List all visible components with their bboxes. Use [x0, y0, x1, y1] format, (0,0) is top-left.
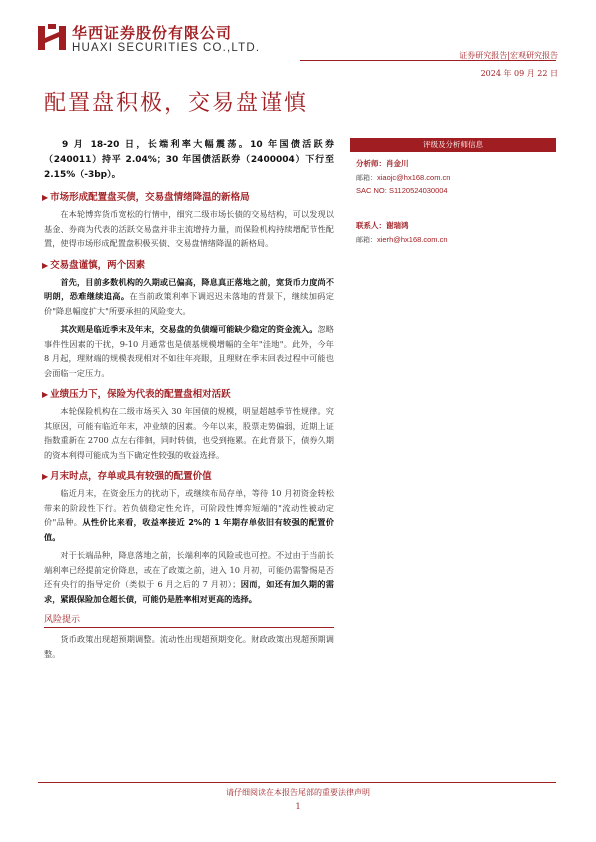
main-column [44, 138, 334, 665]
contact-email: 邮箱：xierh@hx168.com.cn [356, 235, 448, 244]
triangle-bullet-icon: ▶ [42, 472, 49, 481]
company-name-en: HUAXI SECURITIES CO.,LTD. [72, 42, 261, 54]
analyst-email: 邮箱：xiaojc@hx168.com.cn [356, 173, 451, 182]
company-name-cn: 华西证券股份有限公司 [72, 24, 233, 42]
body-paragraph: 对于长端品种，降息落地之前，长端利率的风险或也可控。不过由于当前长端利率已经提前定价降息，或在了政策之前，进入 10 月初，可能仍需警惕是否还有央行的指导定价（类似于 6 月之后的 7 月初）；因而，如还有加久期的需求，紧跟保险加仓超长债，可能仍是胜率相对更高的选择。 [44, 550, 334, 604]
triangle-bullet-icon: ▶ [42, 260, 49, 270]
section-heading-2: ▶ 交易盘谨慎，两个因素 [42, 259, 146, 271]
risk-title: 风险提示 [44, 615, 81, 625]
body-paragraph: 在本轮博弈货币宽松的行情中，细究二级市场长债的交易结构，可以发现以基金、券商为代表的活跃交易盘并非主流增持力量，而保险机构持续增配节性配置，使得市场形成配置盘积极买债、交易盘情绪降温的新格局。 [44, 209, 334, 248]
report-type: 证券研究报告|宏观研究报告 [459, 51, 558, 60]
section-heading-3: ▶ 业绩压力下，保险为代表的配置盘相对活跃 [42, 389, 231, 400]
triangle-bullet-icon: ▶ [42, 390, 49, 399]
analyst-sac: SAC NO: S1120524030004 [356, 186, 448, 195]
sidebar-heading: 评级及分析师信息 [350, 138, 556, 152]
summary-paragraph: 9 月 18-20 日，长端利率大幅震荡。10 年国债活跃券（240011）持平 2.04%；30 年国债活跃券（2400004）下行至 2.15%（-3bp）。 [44, 140, 334, 180]
contact-email-link[interactable]: xierh@hx168.com.cn [377, 235, 448, 244]
footer-disclaimer: 请仔细阅读在本报告尾部的重要法律声明 [226, 788, 370, 797]
body-paragraph: 首先，目前多数机构的久期或已偏高，降息真正落地之前，宽货币力度尚不明朗，恐难继续追高。在当前政策利率下调迟迟未落地的背景下，继续加码定价"降息幅度扩大"所要承担的风险变大。 [44, 276, 334, 316]
triangle-bullet-icon: ▶ [42, 193, 49, 202]
analyst-name: 分析师：肖金川 [356, 159, 409, 168]
body-paragraph: 临近月末，在资金压力的扰动下，或继续布局存单，等待 10 月初资金转松带来的阶段性下行。若负债稳定性允许，可阶段性博弈短端的"流动性被动定价"品种。从性价比来看，收益率接近 2%的 1 年期存单依旧有较强的配置价值。 [44, 488, 334, 542]
header-divider [300, 60, 556, 61]
risk-text: 货币政策出现超预期调整。流动性出现超预期变化。财政政策出现超预期调整。 [44, 634, 334, 659]
body-paragraph: 本轮保险机构在二级市场买入 30 年国债的规模，明显超越季节性规律。究其原因，可能有临近年末，冲业绩的因素。今年以来，股票走势偏弱，近期上证指数重新在 2700 点左右徘徊，同时转债，也受到拖累。在此背景下，债券久期的资本利得可能成为当下确定性较强的收益选择。 [44, 406, 334, 460]
analyst-sidebar [350, 138, 556, 248]
report-title: 配置盘积极，交易盘谨慎 [44, 91, 309, 116]
footer-divider [38, 782, 556, 783]
analyst-email-link[interactable]: xiaojc@hx168.com.cn [377, 173, 451, 182]
section-heading-1: ▶ 市场形成配置盘买债，交易盘情绪降温的新格局 [42, 192, 250, 203]
contact-name: 联系人：谢瑞鸿 [356, 221, 409, 230]
risk-divider [44, 627, 334, 628]
section-heading-4: ▶ 月末时点，存单或具有较强的配置价值 [42, 471, 212, 482]
huaxi-logo-icon [38, 24, 66, 50]
page-number: 1 [295, 802, 301, 811]
body-paragraph: 其次则是临近季末及年末，交易盘的负债端可能缺少稳定的资金流入。忽略事件性因素的干扰，9-10 月通常也是债基规模增幅的全年"洼地"。此外，今年 8 月起，理财端的规模表现相对不如往年亮眼，且理财在季末回表过程中可能也会面临一定压力。 [44, 324, 334, 378]
report-date: 2024 年 09 月 22 日 [480, 69, 558, 78]
